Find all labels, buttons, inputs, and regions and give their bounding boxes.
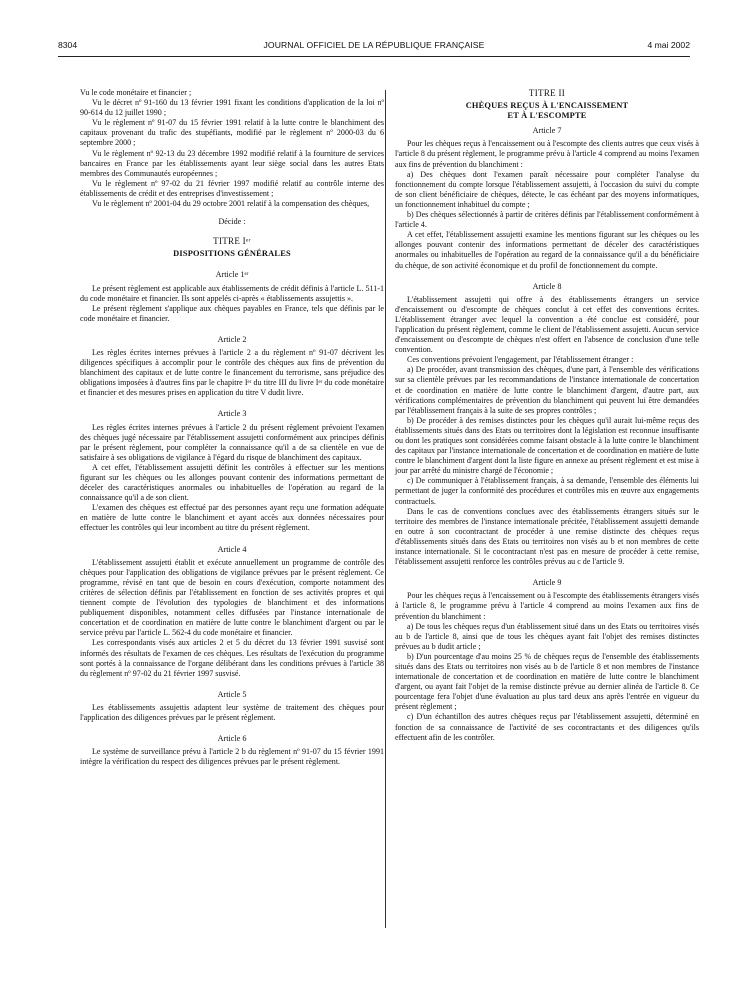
paragraph: Les règles écrites internes prévues à l'article 2 a du règlement nº 91-07 décrivent les diligences spécifiques à accomplir pour le contrôle des chèques aux fins de prévention du blanchiment des capitaux et de lutte contre le financement du terrorisme, sans préjudice des obligations imposées à d'autres fins par le chapitre Iᵉʳ du titre III du livre Iᵉʳ du code monétaire et financier et des mesures prises en application du titre V dudit livre.	[80, 347, 384, 398]
paragraph: a) De tous les chèques reçus d'un établissement situé dans un des Etats ou territoires visés au b de l'article 8, ainsi que de tous les chèques ayant fait l'objet des remises distinctes prévues au b dudit article ;	[395, 621, 699, 651]
issue-date: 4 mai 2002	[647, 40, 690, 50]
paragraph: A cet effet, l'établissement assujetti examine les mentions figurant sur les chèques ou les allonges pouvant contenir des informations permettant de déceler des caractéristiques anormales ou inhabituelles de l'opération au regard de la connaissance qu'il a du bénéficiaire du chèque, de son activité économique et du profil de fonctionnement du compte.	[395, 230, 699, 270]
visa: Vu le règlement nº 2001-04 du 29 octobre 2001 relatif à la compensation des chèques,	[92, 199, 370, 209]
paragraph: b) Des chèques sélectionnés à partir de critères définis par l'établissement conformément à l'article 4.	[395, 210, 699, 230]
article-heading: Article 8	[532, 281, 562, 291]
article-heading: Article 2	[217, 334, 247, 344]
titre-name-line2: ET À L'ESCOMPTE	[507, 111, 587, 121]
page-header	[58, 40, 690, 54]
paragraph: L'établissement assujetti établit et exécute annuellement un programme de contrôle des chèques pour l'application des obligations de vigilance prévues par le présent règlement. Ce programme, révisé en tant que de besoin en cours d'exécution, comporte notamment des critères de sélection définis par l'établissement en fonction de ses activités propres et qui tiennent compte de l'évolution des typologies de blanchiment et des informations publiquement disponibles, notamment celles diffusées par l'instance internationale de concertation et de coordination en matière de lutte contre le blanchiment d'argent ou par le service prévu par l'article L. 562-4 du code monétaire et financier.	[80, 557, 384, 638]
paragraph: Le présent règlement est applicable aux établissements de crédit définis à l'article L. 511-1 du code monétaire et financier. Ils sont appelés ci-après « établissements assujettis ».	[80, 283, 384, 303]
article-heading: Article 4	[217, 544, 247, 554]
article-heading: Article 1ᵉʳ	[215, 270, 249, 280]
paragraph: b) D'un pourcentage d'au moins 25 % de chèques reçus de l'ensemble des établissements situés dans des Etats ou territoires non visés au b de l'article 8 et non membres de l'instance internationale de concertation et de coordination en matière de lutte contre le blanchiment d'argent, ou ayant fait l'objet de la remise distincte prévue au dernier alinéa de l'article 8. Ce pourcentage fera l'objet d'une évaluation au plus tard deux ans après l'entrée en vigueur du présent règlement ;	[395, 651, 699, 712]
visa: Vu le code monétaire et financier ;	[80, 88, 192, 97]
paragraph: c) De communiquer à l'établissement français, à sa demande, l'ensemble des éléments lui permettant de juger la conformité des procédures et contrôles mis en œuvre aux engagements contractuels.	[395, 476, 699, 506]
paragraph: Les correspondants visés aux articles 2 et 5 du décret du 13 février 1991 susvisé sont informés des résultats de l'examen de ces chèques. Les résultats de l'exécution du programme sont portés à la connaissance de l'organe délibérant dans les conditions prévues à l'article 38 du règlement nº 97-02 du 21 février 1997 susvisé.	[80, 638, 384, 678]
paragraph: Le système de surveillance prévu à l'article 2 b du règlement nº 91-07 du 15 février 1991 intègre la vérification du respect des diligences prévues par le présent règlement.	[80, 747, 384, 767]
visa: Vu le règlement nº 97-02 du 21 février 1997 modifié relatif au contrôle interne des établissements de crédit et des entreprises d'investissement ;	[80, 178, 384, 198]
article-heading: Article 7	[532, 126, 562, 136]
paragraph: Les établissements assujettis adaptent leur système de traitement des chèques pour l'application des diligences prévues par le présent règlement.	[80, 702, 384, 722]
decide-heading: Décide :	[218, 217, 246, 227]
column-separator	[385, 90, 386, 928]
header-rule	[58, 56, 690, 57]
left-column	[80, 88, 384, 767]
right-column	[395, 88, 699, 743]
visa: Vu le décret nº 91-160 du 13 février 1991 fixant les conditions d'application de la loi nº 90-614 du 12 juillet 1990 ;	[80, 98, 384, 118]
article-heading: Article 3	[217, 409, 247, 419]
titre-name-line1: CHÈQUES REÇUS À L'ENCAISSEMENT	[465, 101, 629, 111]
titre-heading: TITRE Iᵉʳ	[213, 236, 251, 247]
article-heading: Article 9	[532, 578, 562, 588]
paragraph: L'examen des chèques est effectué par des personnes ayant reçu une formation adéquate en matière de lutte contre le blanchiment et ayant accès aux données nécessaires pour effectuer les contrôles qui leur incombent au titre du présent règlement.	[80, 503, 384, 533]
visa: Vu le règlement nº 91-07 du 15 février 1991 relatif à la lutte contre le blanchiment des capitaux provenant du trafic des stupéfiants, modifié par le règlement nº 2000-03 du 6 septembre 2000 ;	[80, 118, 384, 148]
page-number: 8304	[58, 40, 78, 50]
article-heading: Article 5	[217, 689, 247, 699]
paragraph: Ces conventions prévoient l'engagement, par l'établissement étranger :	[407, 355, 634, 365]
titre-heading: TITRE II	[528, 88, 566, 98]
paragraph: L'établissement assujetti qui offre à des établissements étrangers un service d'encaissement ou d'escompte de chèques conclut à cet effet des conventions écrites. L'établissement étranger avec lequel la convention a été conclue est considéré, pour l'application du présent règlement, comme le client de l'établissement assujetti. Aucun service d'encaissement ou d'escompte de chèques n'est offert en l'absence de conclusion d'une telle convention.	[395, 294, 699, 355]
paragraph: Pour les chèques reçus à l'encaissement ou à l'escompte des clients autres que ceux visés à l'article 8 du présent règlement, le programme prévu à l'article 4 comprend au moins l'examen aux fins de prévention du blanchiment :	[395, 139, 699, 169]
visa: Vu le règlement nº 92-13 du 23 décembre 1992 modifié relatif à la fourniture de services bancaires en France par les établissements ayant leur siège social dans les autres Etats membres des Communautés européennes ;	[80, 148, 384, 178]
paragraph: Les règles écrites internes prévues à l'article 2 du présent règlement prévoient l'examen des chèques jugé nécessaire par l'établissement assujetti conformément aux principes définis par le présent règlement, pour compléter la connaissance qu'il a de sa clientèle en vue de satisfaire à ses obligations de vigilance à l'égard du risque de blanchiment des capitaux.	[80, 422, 384, 462]
paragraph: Dans le cas de conventions conclues avec des établissements étrangers situés sur le territoire des membres de l'instance internationale précitée, l'établissement assujetti demande en outre à son cocontractant de procéder à une remise distincte des chèques reçus d'établissements situés dans des Etats ou territoires non visés au b et non membres de cette instance internationale. Si le cocontractant n'est pas en mesure de procéder à cette remise, l'établissement assujetti renforce les contrôles prévus au c de l'article 9.	[395, 506, 699, 567]
paragraph: a) Des chèques dont l'examen paraît nécessaire pour compléter l'analyse du fonctionnement du compte lorsque l'établissement assujetti, à l'occasion du suivi du compte de son client bénéficiaire de chèques, détecte, le cas échéant par des moyens informatiques, un fonctionnement inhabituel du compte ;	[395, 169, 699, 209]
article-heading: Article 6	[217, 734, 247, 744]
paragraph: c) D'un échantillon des autres chèques reçus par l'établissement assujetti, déterminé en fonction de sa connaissance de l'activité de ses cocontractants et des diligences qu'ils effectuent afin de les contrôler.	[395, 712, 699, 742]
paragraph: A cet effet, l'établissement assujetti définit les contrôles à effectuer sur les mentions figurant sur les chèques ou les allonges pouvant contenir des informations permettant de déceler des caractéristiques anormales ou inhabituelles de l'opération au regard de la connaissance qu'il a de son client.	[80, 462, 384, 503]
paragraph: Pour les chèques reçus à l'encaissement ou à l'escompte des établissements étrangers visés à l'article 8, le programme prévu à l'article 4 comprend au moins l'examen aux fins de prévention du blanchiment :	[395, 591, 699, 621]
titre-name: DISPOSITIONS GÉNÉRALES	[173, 249, 291, 259]
paragraph: a) De procéder, avant transmission des chèques, d'une part, à l'ensemble des vérifications sur sa clientèle prévues par les recommandations de l'instance internationale de concertation et de coordination en matière de lutte contre le blanchiment d'argent, d'autre part, aux vérifications complémentaires de prévention du blanchiment qui peuvent lui être demandées par l'établissement français à la suite de ses propres contrôles ;	[395, 365, 699, 415]
paragraph: Le présent règlement s'applique aux chèques payables en France, tels que définis par le code monétaire et financier.	[80, 303, 384, 323]
paragraph: b) De procéder à des remises distinctes pour les chèques qu'il aurait lui-même reçus des établissements situés dans des Etats ou territoires dont la législation est reconnue insuffisante ou dont les pratiques sont considérées comme faisant obstacle à la lutte contre le blanchiment des capitaux par l'instance internationale de concertation et de coordination en matière de lutte contre le blanchiment d'argent dont la liste figure en annexe au présent règlement et est mise à jour par arrêté du ministre chargé de l'économie ;	[395, 415, 699, 476]
journal-title: JOURNAL OFFICIEL DE LA RÉPUBLIQUE FRANÇAISE	[263, 40, 485, 50]
